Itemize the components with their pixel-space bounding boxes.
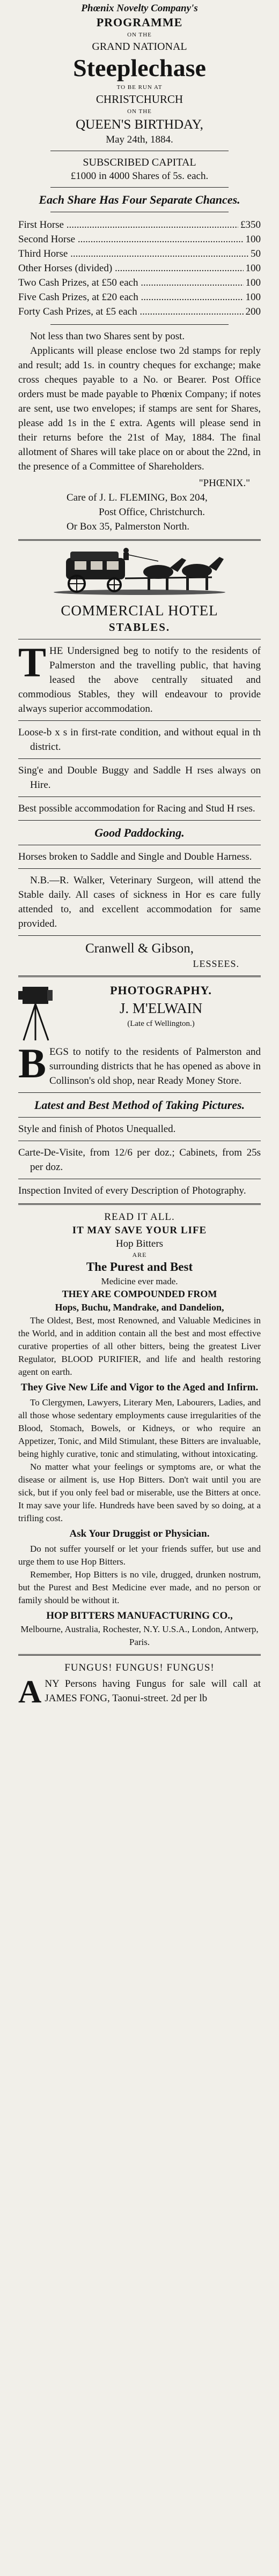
on-the-text-2: ON THE [127,108,152,115]
compounded-heading: THEY ARE COMPOUNDED FROM [62,1289,217,1299]
steeplechase-title: Steeplechase [73,54,206,81]
divider [18,720,261,721]
prize-amount: 100 [245,234,261,245]
prize-row [18,232,261,247]
prize-amount: £350 [240,219,261,230]
photography-intro-text: EGS to notify to the residents of Palmerston and surrounding districts that he has opened as above in Collinson's old shop, near Ready Money Store. [49,1046,261,1086]
prize-row [18,247,261,261]
applicants-note: Applicants will please enclose two 2d stamps for reply and result; add 1s. in country cheques for exchange; make cross cheques payable to a No. or Bearer. Post Office orders must be made payable to Phœnix Company; if notes are sent, use two envelopes; if stamps are sent for Shares, please add 1s in the £ extra. Agents will please send in their returns before the 21st of May, 1884. The final allotment of Shares will take place on or about the 22nd, in the presence of a Committee of Shareholders. [18,345,261,472]
postage-note: Not less than two Shares sent by post. [30,331,185,342]
prize-label: First Horse ..... [18,218,238,232]
stables-subtitle: STABLES. [108,621,171,634]
stables-intro-text: HE Undersigned beg to notify to the residents of Palmerston and the travelling public, that having leased the above centrally situated and commodious Stables, they will endeavour to provide always superior accommodation. [18,645,261,714]
event-name: GRAND NATIONAL [92,41,187,53]
bitters-para-5: Remember, Hop Bitters is no vile, drugged, drunken nostrum, but the Purest and Best Medicine ever made, and no person or family should be without it. [18,1569,261,1605]
photographer-name: J. M'ELWAIN [119,1000,203,1016]
druggist-heading: Ask Your Druggist or Physician. [69,1528,210,1539]
divider [18,1117,261,1118]
hop-bitters-ad [18,1210,261,1649]
prize-row [18,218,261,232]
prize-row [18,276,261,290]
prize-amount: 100 [245,292,261,303]
on-the-text: ON THE [127,32,152,38]
address-line: Post Office, Christchurch. [99,507,205,518]
company-header: Phœnix Novelty Company's [81,3,198,14]
divider [18,935,261,936]
ad-separator [18,539,261,541]
veterinary-note: N.B.—R. Walker, Veterinary Surgeon, will attend the Stable daily. All cases of sickness in Hor es care fully attended to, and excellent accommodation for same provided. [18,875,261,929]
inspection-note: Inspection Invited of every Description of Photography. [18,1185,246,1196]
prize-amount: 50 [251,248,261,259]
place-name: CHRISTCHURCH [96,93,183,106]
racing-note: Best possible accommodation for Racing and Stud H rses. [18,803,255,814]
manufacturer-places: Melbourne, Australia, Rochester, N.Y. U.S.A., London, Antwerp, Paris. [20,1624,259,1647]
lessees-name: Cranwell & Gibson, [85,941,194,956]
prize-amount: 100 [245,263,261,274]
coach-and-horses-icon [51,546,228,595]
photography-ad [18,982,261,1198]
prize-label: Five Cash Prizes, at £20 each ..... [18,290,244,304]
programme-heading: PROGRAMME [96,16,183,29]
divider [18,868,261,869]
divider [18,1092,261,1093]
drop-cap: B [18,1040,47,1086]
price-note: Carte-De-Visite, from 12/6 per doz.; Cabinets, from 25s per doz. [18,1147,261,1173]
save-life-heading: IT MAY SAVE YOUR LIFE [72,1225,207,1236]
product-name: Hop Bitters [115,1238,164,1249]
fungus-ad [18,1661,261,1709]
coach-illustration [18,546,261,598]
share-heading: Each Share Has Four Separate Chances. [39,193,240,206]
fungus-text-body: NY Persons having Fungus for sale will call at JAMES FONG, Taonui-street. 2d per lb [45,1678,261,1704]
signature: "PHŒNIX." [199,478,250,489]
new-life-heading: They Give New Life and Vigor to the Aged and Infirm. [20,1382,259,1393]
prize-label: Two Cash Prizes, at £50 each ..... [18,276,244,290]
steeplechase-ad [18,2,261,534]
prize-row [18,290,261,304]
divider [18,758,261,759]
event-date: May 24th, 1884. [106,134,173,145]
are-text: ARE [132,1251,147,1259]
prize-amount: 200 [245,306,261,317]
address-line: Care of J. L. FLEMING, Box 204, [67,492,208,503]
hotel-title: COMMERCIAL HOTEL [61,602,218,619]
purest-heading: The Purest and Best [86,1260,193,1274]
bitters-para-2: To Clergymen, Lawyers, Literary Men, Labourers, Ladies, and all those whose sedentary employments cause irregularities of the Blood, Stomach, Bowels, or Kidneys, or who require an Appetizer, Tonic, and Mild Stimulant, these Bitters are invaluable, being highly curative, tonic and stimulating, without intoxicating. [18,1397,261,1459]
stables-ad [18,546,261,970]
harness-note: Horses broken to Saddle and Single and Double Harness. [18,851,252,862]
lessees-label: LESSEES. [193,958,239,969]
photography-title: PHOTOGRAPHY. [110,984,212,997]
manufacturer-name: HOP BITTERS MANUFACTURING CO., [46,1610,233,1621]
method-heading: Latest and Best Method of Taking Pictures. [34,1098,245,1112]
bitters-para-4: Do not suffer yourself or let your friends suffer, but use and urge them to use Hop Bitters. [18,1544,261,1567]
fungus-heading: FUNGUS! FUNGUS! FUNGUS! [64,1662,215,1673]
prize-row [18,304,261,319]
address-line: Or Box 35, Palmerston North. [67,521,190,532]
to-be-run-text: TO BE RUN AT [116,84,163,91]
medicine-text: Medicine ever made. [101,1276,178,1286]
divider [18,796,261,797]
fungus-text [18,1674,261,1709]
style-note: Style and finish of Photos Unequalled. [18,1123,176,1135]
bitters-para-1: The Oldest, Best, most Renowned, and Valuable Medicines in the World, and in addition contain all the best and most effective curative properties of all other bitters, being the greatest Liver Regulator, BLOOD PURIFIER, and life and health restoring agent on earth. [18,1315,261,1377]
prize-label: Third Horse ..... [18,247,248,261]
divider [18,820,261,821]
capital-heading: SUBSCRIBED CAPITAL [83,157,196,168]
prize-row [18,261,261,276]
divider [50,324,229,325]
prize-label: Forty Cash Prizes, at £5 each ..... [18,304,244,319]
prize-list [18,218,261,319]
ad-separator [18,1203,261,1205]
prize-label: Other Horses (divided) ..... [18,261,244,276]
drop-cap: A [18,1674,42,1709]
prize-amount: 100 [245,277,261,288]
occasion-name: QUEEN'S BIRTHDAY, [76,117,203,132]
bitters-para-3: No matter what your feelings or symptoms are, or what the disease or ailment is, use Hop Bitters. Don't wait until you are sick, but if you only feel bad or miserable, use the Bitters at once. It may save your life. Hundreds have been saved by so doing, at a trifling cost. [18,1462,261,1523]
ad-separator [18,976,261,977]
stables-intro [18,639,261,716]
ad-separator [18,1654,261,1656]
capital-text: £1000 in 4000 Shares of 5s. each. [70,170,209,182]
prize-label: Second Horse ..... [18,232,244,247]
camera-tripod-icon [18,982,56,1041]
photography-intro [18,1040,261,1088]
read-heading: READ IT ALL. [104,1211,175,1223]
divider [50,187,229,188]
photographer-subtitle: (Late cf Wellington.) [127,1019,195,1028]
paddocking-heading: Good Paddocking. [94,826,185,839]
loose-box-note: Loose-b x s in first-rate condition, and without equal in th district. [18,727,261,753]
ingredients-text: Hops, Buchu, Mandrake, and Dandelion, [55,1302,224,1313]
drop-cap: T [18,639,47,686]
buggy-note: Sing'e and Double Buggy and Saddle H rses always on Hire. [18,765,261,791]
